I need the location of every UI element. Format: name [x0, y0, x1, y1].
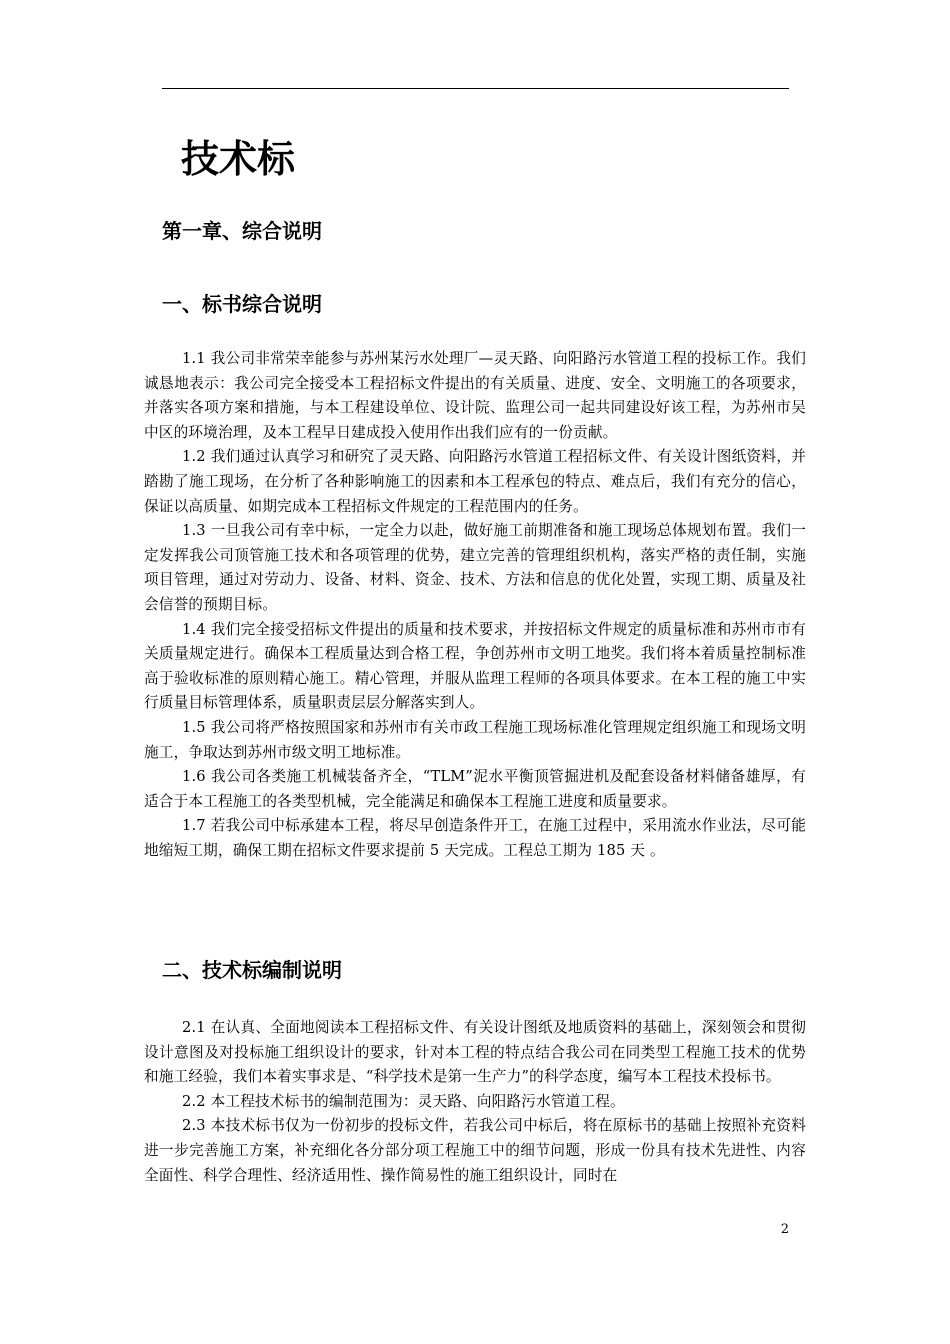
- paragraph-2-1: 2.1 在认真、全面地阅读本工程招标文件、有关设计图纸及地质资料的基础上，深刻领会和贯彻设计意图及对投标施工组织设计的要求，针对本工程的特点结合我公司在同类型工程施工技术的优势和施工经验，我们本着实事求是、“科学技术是第一生产力”的科学态度，编写本工程技术投标书。: [144, 1019, 806, 1086]
- paragraph-1-2: 1.2 我们通过认真学习和研究了灵天路、向阳路污水管道工程招标文件、有关设计图纸资料，并踏勘了施工现场，在分析了各种影响施工的因素和本工程承包的特点、难点后，我们有充分的信心，保证以高质量、如期完成本工程招标文件规定的工程范围内的任务。: [144, 448, 806, 515]
- section-heading-1: 一、标书综合说明: [162, 292, 322, 316]
- paragraph-2-3: 2.3 本技术标书仅为一份初步的投标文件，若我公司中标后，将在原标书的基础上按照补充资料进一步完善施工方案，补充细化各分部分项工程施工中的细节问题，形成一份具有技术先进性、内容全面性、科学合理性、经济适用性、操作简易性的施工组织设计，同时在: [144, 1117, 806, 1184]
- paragraph-1-1: 1.1 我公司非常荣幸能参与苏州某污水处理厂—灵天路、向阳路污水管道工程的投标工作。我们诚恳地表示：我公司完全接受本工程招标文件提出的有关质量、进度、安全、文明施工的各项要求，并落实各项方案和措施，与本工程建设单位、设计院、监理公司一起共同建设好该工程，为苏州市吴中区的环境治理，及本工程早日建成投入使用作出我们应有的一份贡献。: [144, 350, 806, 441]
- paragraph-1-4: 1.4 我们完全接受招标文件提出的质量和技术要求，并按招标文件规定的质量标准和苏州市市有关质量规定进行。确保本工程质量达到合格工程，争创苏州市文明工地奖。我们将本着质量控制标准高于验收标准的原则精心施工。精心管理，并服从监理工程师的各项具体要求。在本工程的施工中实行质量目标管理体系，质量职责层层分解落实到人。: [144, 620, 806, 712]
- section-2-body: [144, 1016, 806, 1188]
- chapter-heading: 第一章、综合说明: [162, 219, 322, 243]
- paragraph-1-3: 1.3 一旦我公司有幸中标，一定全力以赴，做好施工前期准备和施工现场总体规划布置。我们一定发挥我公司顶管施工技术和各项管理的优势，建立完善的管理组织机构，落实严格的责任制，实施项目管理，通过对劳动力、设备、材料、资金、技术、方法和信息的优化处置，实现工期、质量及社会信誉的预期目标。: [144, 522, 806, 613]
- paragraph-1-6: 1.6 我公司各类施工机械装备齐全，“TLM”泥水平衡顶管掘进机及配套设备材料储备雄厚，有适合于本工程施工的各类型机械，完全能满足和确保本工程施工进度和质量要求。: [144, 768, 806, 810]
- section-1-body: [144, 347, 806, 863]
- page-number: 2: [780, 1222, 789, 1237]
- paragraph-1-7: 1.7 若我公司中标承建本工程，将尽早创造条件开工，在施工过程中，采用流水作业法，尽可能地缩短工期，确保工期在招标文件要求提前 5 天完成。工程总工期为 185 天 。: [144, 817, 806, 859]
- paragraph-2-2: 2.2 本工程技术标书的编制范围为：灵天路、向阳路污水管道工程。: [181, 1092, 625, 1110]
- section-heading-2: 二、技术标编制说明: [162, 958, 342, 982]
- document-title: 技术标: [181, 137, 296, 181]
- paragraph-1-5: 1.5 我公司将严格按照国家和苏州市有关市政工程施工现场标准化管理规定组织施工和现场文明施工，争取达到苏州市级文明工地标准。: [144, 718, 806, 761]
- header-rule: [162, 88, 789, 89]
